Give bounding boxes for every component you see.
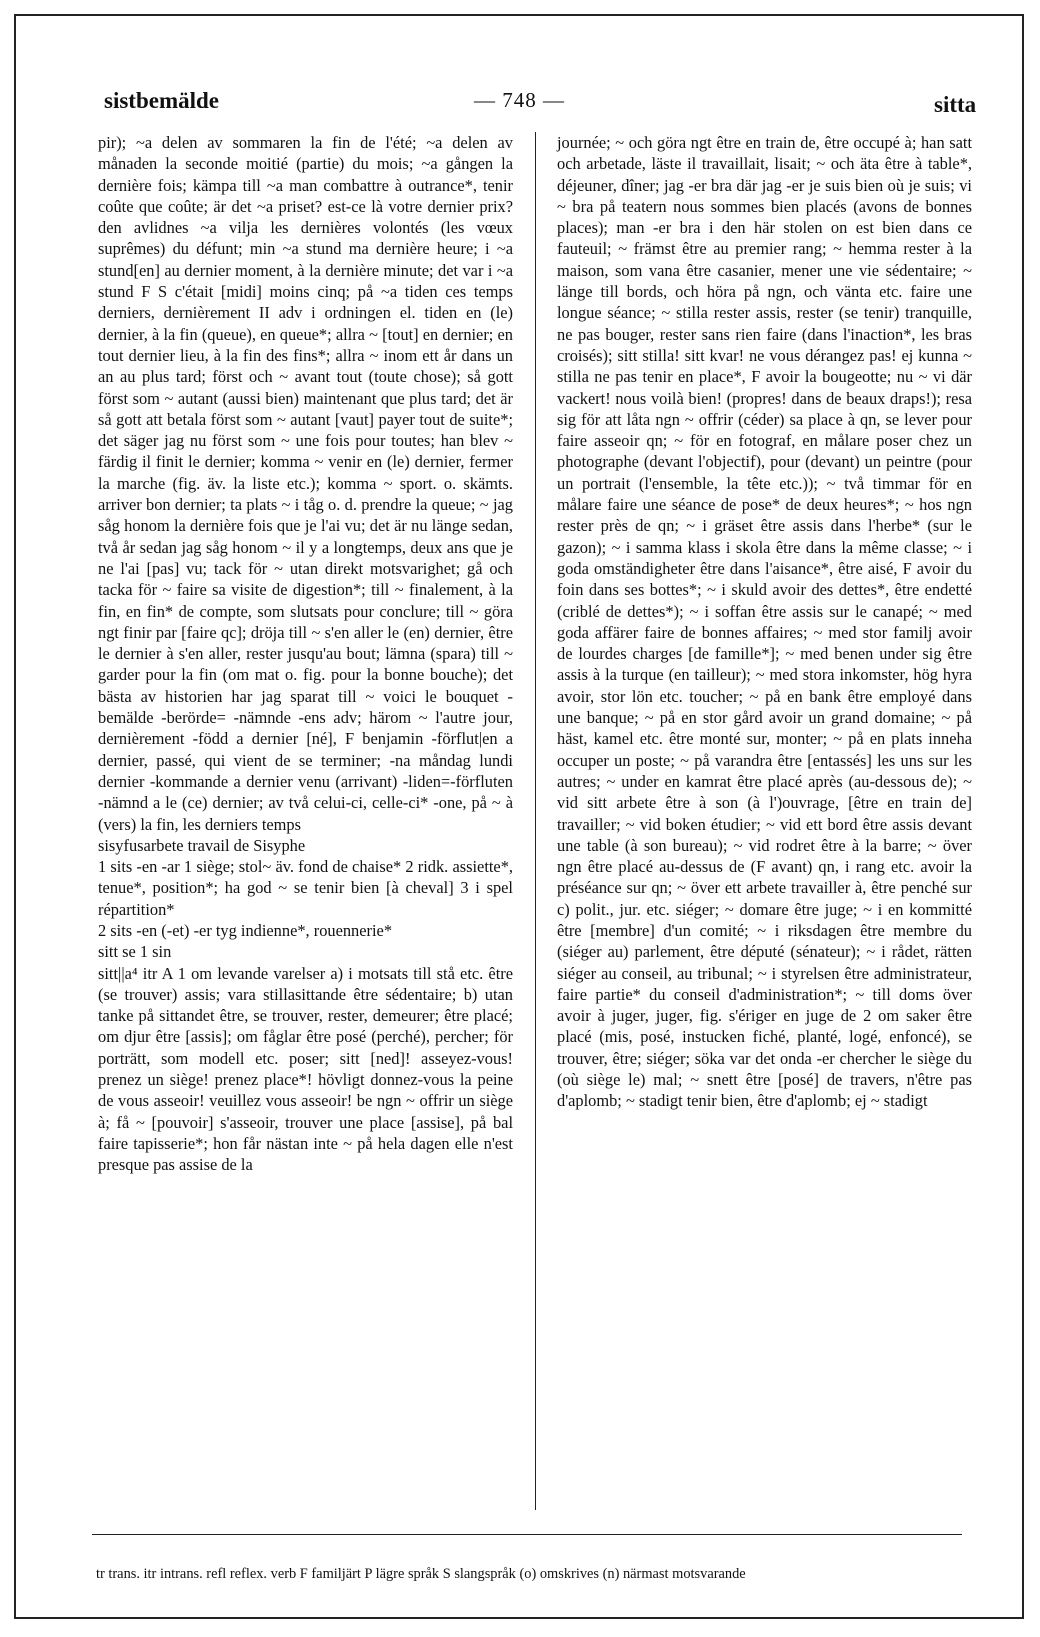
entry-sisyfusarbete: sisyfusarbete travail de Sisyphe	[98, 835, 306, 855]
header-guide-word-left: sistbemälde	[104, 88, 219, 113]
right-column	[557, 132, 972, 1112]
abbreviation-legend: tr trans. itr intrans. refl reflex. verb F familjärt P lägre språk S slangspråk (o) omskrives (n) närmast motsvarande	[96, 1566, 746, 1582]
entry-sitt: sitt se 1 sin	[98, 942, 172, 962]
header-guide-word-right: sitta	[934, 92, 977, 117]
entry-sist-continued: pir); ~a delen av sommaren la fin de l'été; ~a delen av månaden la seconde moitié (partie) du mois; ~a gången la dernière fois; kämpa till ~a man combattre à outrance*, tenir coûte que coûte; är det ~a priset? est-ce là votre dernier prix? den avlidnes ~a vilja les dernières volontés (les vœux suprêmes) du défunt; min ~a stund ma dernière heure; i ~a stund[en] au dernier moment, à la dernière minute; det var i ~a stund F S c'était [midi] moins cinq; på ~a tiden ces temps derniers, dernièrement II adv i ordningen el. tiden en (le) dernier, à la fin (queue), en queue*; allra ~ [tout] en dernier; en tout dernier lieu, à la fin des fins*; allra ~ inom ett år dans un an au plus tard; först och ~ avant tout (toute chose); så gott först som ~ autant (aussi bien) maintenant que plus tard; det är så gott att betala först som ~ autant [vaut] payer tout de suite*; det säger jag nu först som ~ une fois pour toutes; han blev ~ färdig il finit le dernier; komma ~ venir en (le) dernier, fermer la marche (fig. äv. la liste etc.); komma ~ sport. o. skämts. arriver bon dernier; ta plats ~ i tåg o. d. prendre la queue; ~ jag såg honom la dernière fois que je l'ai vu; det är nu länge sedan, två år sedan jag såg honom ~ il y a longtemps, deux ans que je ne l'ai [pas] vu; tack för ~ utan direkt motsvarighet; gå och tacka för ~ faire sa visite de digestion*; till ~ finalement, à la fin, en fin* de compte, som slutsats pour conclure; till ~ göra ngt finir par [faire qc]; dröja till ~ s'en aller le (en) dernier, être le dernier à s'en aller, rester jusqu'au bout; lämna (spara) till ~ garder pour la fin (om mat o. fig. pour la bonne bouche); det bästa av historien har jag sparat till ~ voici le bouquet -bemälde -berörde= -nämnde -ens adv; härom ~ l'autre jour, dernièrement -född a dernier [né], F benjamin -förflut|en a dernier, passé, qui vient de se terminer; -na måndag lundi dernier -kommande a dernier venu (arrivant) -liden=-förfluten -nämnd a le (ce) dernier; av två celui-ci, celle-ci* -one, på ~ à (vers) la fin, les derniers temps	[98, 133, 513, 834]
page-number: — 748 —	[474, 88, 565, 112]
entry-sitta-continued: journée; ~ och göra ngt être en train de, être occupé à; han satt och arbetade, läste il travaillait, lisait; ~ och äta être à table*, déjeuner, dîner; jag -er bra där jag -er je suis bien où je suis; vi ~ bra på teatern nous sommes bien placés (avons de bonnes places); man -er bra i den här stolen on est bien dans ce fauteuil; ~ främst être au premier rang; ~ hemma rester à la maison, som vana être casanier, mener une vie sédentaire; ~ länge till bords, och höra på ngn, och vänta etc. faire une longue séance; ~ stilla rester assis, rester (se tenir) tranquille, ne pas bouger, rester sans rien faire (dans l'inaction*, les bras croisés); sitt stilla! sitt kvar! ne vous dérangez pas! ej kunna ~ stilla ne pas tenir en place*, F avoir la bougeotte; nu ~ vi där vackert! nous voilà bien! (propres! dans de beaux draps!); resa sig för att låta ngn ~ offrir (céder) sa place à qn, se lever pour faire asseoir qn; ~ för en fotograf, en målare poser chez un photographe (devant l'objectif), pour (devant) un peintre (pour un portrait (l'ensemble, la tête etc.)); ~ två timmar för en målare faire une séance de pose* de deux heures*; ~ hos ngn rester près de qn; ~ i gräset être assis dans l'herbe* (sur le gazon); ~ i samma klass i skola être dans la même classe; ~ i goda omständigheter être dans l'aisance*, être aisé, F avoir du foin dans ses bottes*; ~ i skuld avoir des dettes*, être endetté (criblé de dettes*); ~ i soffan être assis sur le canapé; ~ med goda affärer faire de bonnes affaires; ~ med stor familj avoir de lourdes charges [de famille*]; ~ med benen under sig être assis à la turque (en tailleur); ~ med stora inkomster, hög hyra avoir, stor lön etc. toucher; ~ på en bank être employé dans une banque; ~ på en stor gård avoir un grand domaine; ~ på häst, kamel etc. être monté sur, monter; ~ på en plats inneha occuper un poste; ~ på varandra être [entassés] les uns sur les autres; ~ under en kamrat être placé après (au-dessous de); ~ vid sitt arbete être à son (à l')ouvrage, [être en train de] travailler; ~ vid boken étudier; ~ vid ett bord être assis devant une table (à son bureau); ~ vid rodret être à la barre; ~ över ngn être placé au-dessus de (F avant) qn, i rang etc. avoir la préséance sur qn; ~ över ett arbete travailler à, être penché sur c) polit., jur. etc. siéger; ~ domare être juge; ~ i en kommitté être [membre] d'un comité; ~ i riksdagen être membre du (siéger au) parlement, être député (sénateur); ~ i rådet, rätten siéger au conseil, au tribunal; ~ i styrelsen être administrateur, faire partie* du conseil d'administration*; ~ till doms över avoir à juger, juger, fig. s'ériger en juge de 2 om saker être placé (mis, posé, instucken fiché, planté, logé, enfoncé), se trouver, être; siéger; söka var det onda -er chercher le siège du (où siège le) mal; ~ snett être [posé] de travers, n'être pas d'aplomb; ~ stadigt tenir bien, être d'aplomb; ej ~ stadigt	[557, 133, 972, 1111]
footer-rule	[92, 1534, 962, 1535]
entry-sitta: sitt||a⁴ itr A 1 om levande varelser a) i motsats till stå etc. être (se trouver) assis; vara stillasittande être sédentaire; b) utan tanke på sittandet être, se trouver, rester, demeurer; être placé; om djur être [assis]; om fåglar être posé (perché), percher; för porträtt, som modell etc. poser; sitt [ned]! asseyez-vous! prenez un siège! prenez place*! hövligt donnez-vous la peine de vous asseoir! veuillez vous asseoir! be ngn ~ offrir un siège à; få ~ [pouvoir] s'asseoir, trouver une place [assise], på bal faire tapisserie*; hon får nästan inte ~ på hela dagen elle n'est presque pas assise de la	[98, 963, 513, 1175]
left-column	[98, 132, 513, 1176]
column-divider	[535, 132, 536, 1510]
entry-2-sits: 2 sits -en (-et) -er tyg indienne*, rouennerie*	[98, 920, 393, 940]
entry-1-sits: 1 sits -en -ar 1 siège; stol~ äv. fond de chaise* 2 ridk. assiette*, tenue*, position*; ha god ~ se tenir bien [à cheval] 3 i spel répartition*	[98, 857, 513, 919]
